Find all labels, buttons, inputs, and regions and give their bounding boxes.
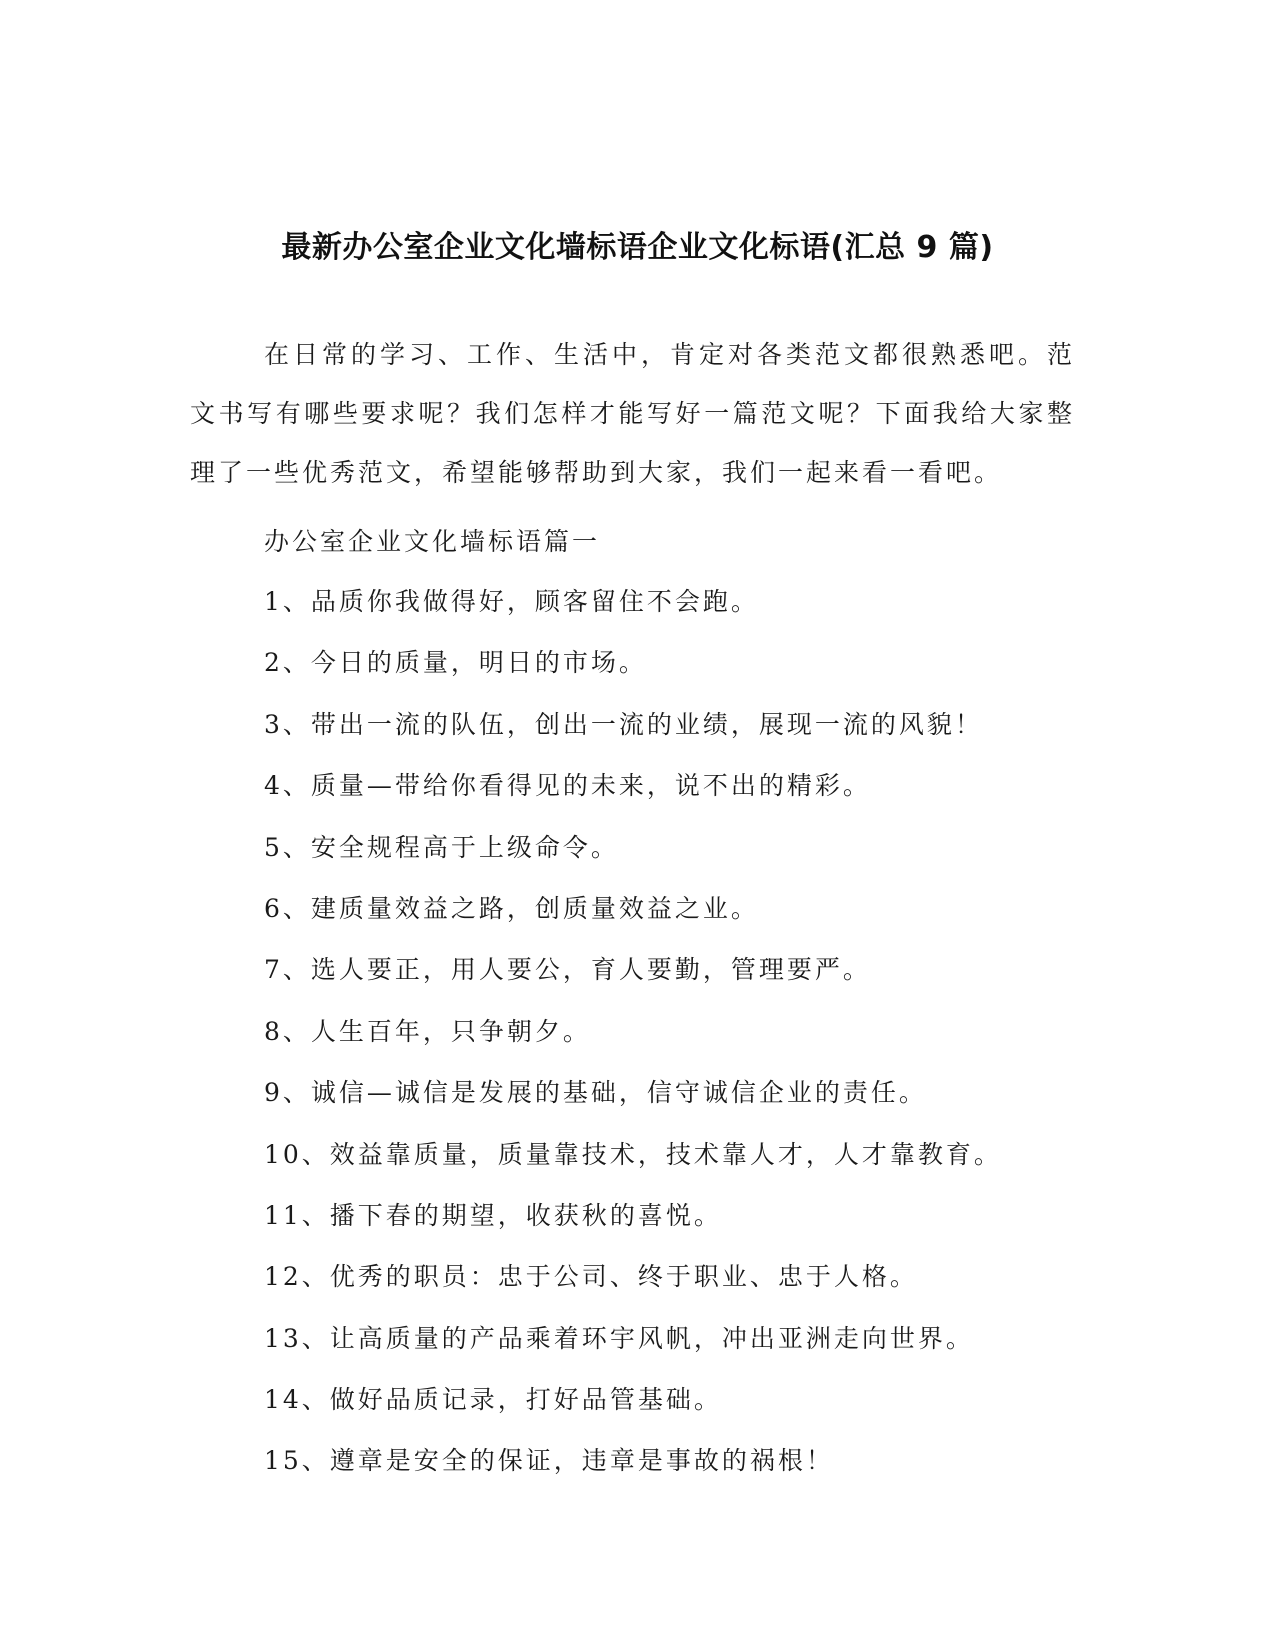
slogan-item: 13、让高质量的产品乘着环宇风帆，冲出亚洲走向世界。 <box>264 1323 974 1353</box>
section-heading: 办公室企业文化墙标语篇一 <box>264 527 601 556</box>
slogan-item: 5、安全规程高于上级命令。 <box>264 832 619 862</box>
slogan-item: 14、做好品质记录，打好品管基础。 <box>264 1385 722 1415</box>
slogan-item: 15、遵章是安全的保证，违章是事故的祸根！ <box>264 1446 834 1476</box>
slogan-item: 11、播下春的期望，收获秋的喜悦。 <box>264 1200 722 1230</box>
slogan-item: 3、带出一流的队伍，创出一流的业绩，展现一流的风貌！ <box>264 709 983 739</box>
intro-paragraph: 在日常的学习、工作、生活中，肯定对各类范文都很熟悉吧。范文书写有哪些要求呢？我们怎样才能写好一篇范文呢？下面我给大家整理了一些优秀范文，希望能够帮助到大家，我们一起来看一看吧。 <box>190 340 1075 487</box>
slogan-item: 12、优秀的职员：忠于公司、终于职业、忠于人格。 <box>264 1262 918 1292</box>
slogan-item: 10、效益靠质量，质量靠技术，技术靠人才，人才靠教育。 <box>264 1139 1002 1169</box>
slogan-item: 4、质量—带给你看得见的未来，说不出的精彩。 <box>264 771 871 801</box>
document-title: 最新办公室企业文化墙标语企业文化标语(汇总 9 篇) <box>281 230 994 266</box>
slogan-item: 6、建质量效益之路，创质量效益之业。 <box>264 893 759 923</box>
slogan-item: 7、选人要正，用人要公，育人要勤，管理要严。 <box>264 955 871 985</box>
slogan-item: 2、今日的质量，明日的市场。 <box>264 648 647 678</box>
slogan-item: 1、品质你我做得好，顾客留住不会跑。 <box>264 587 759 616</box>
slogan-item: 8、人生百年，只争朝夕。 <box>264 1016 591 1046</box>
slogan-item: 9、诚信—诚信是发展的基础，信守诚信企业的责任。 <box>264 1078 927 1108</box>
slogan-list <box>264 572 1002 1493</box>
